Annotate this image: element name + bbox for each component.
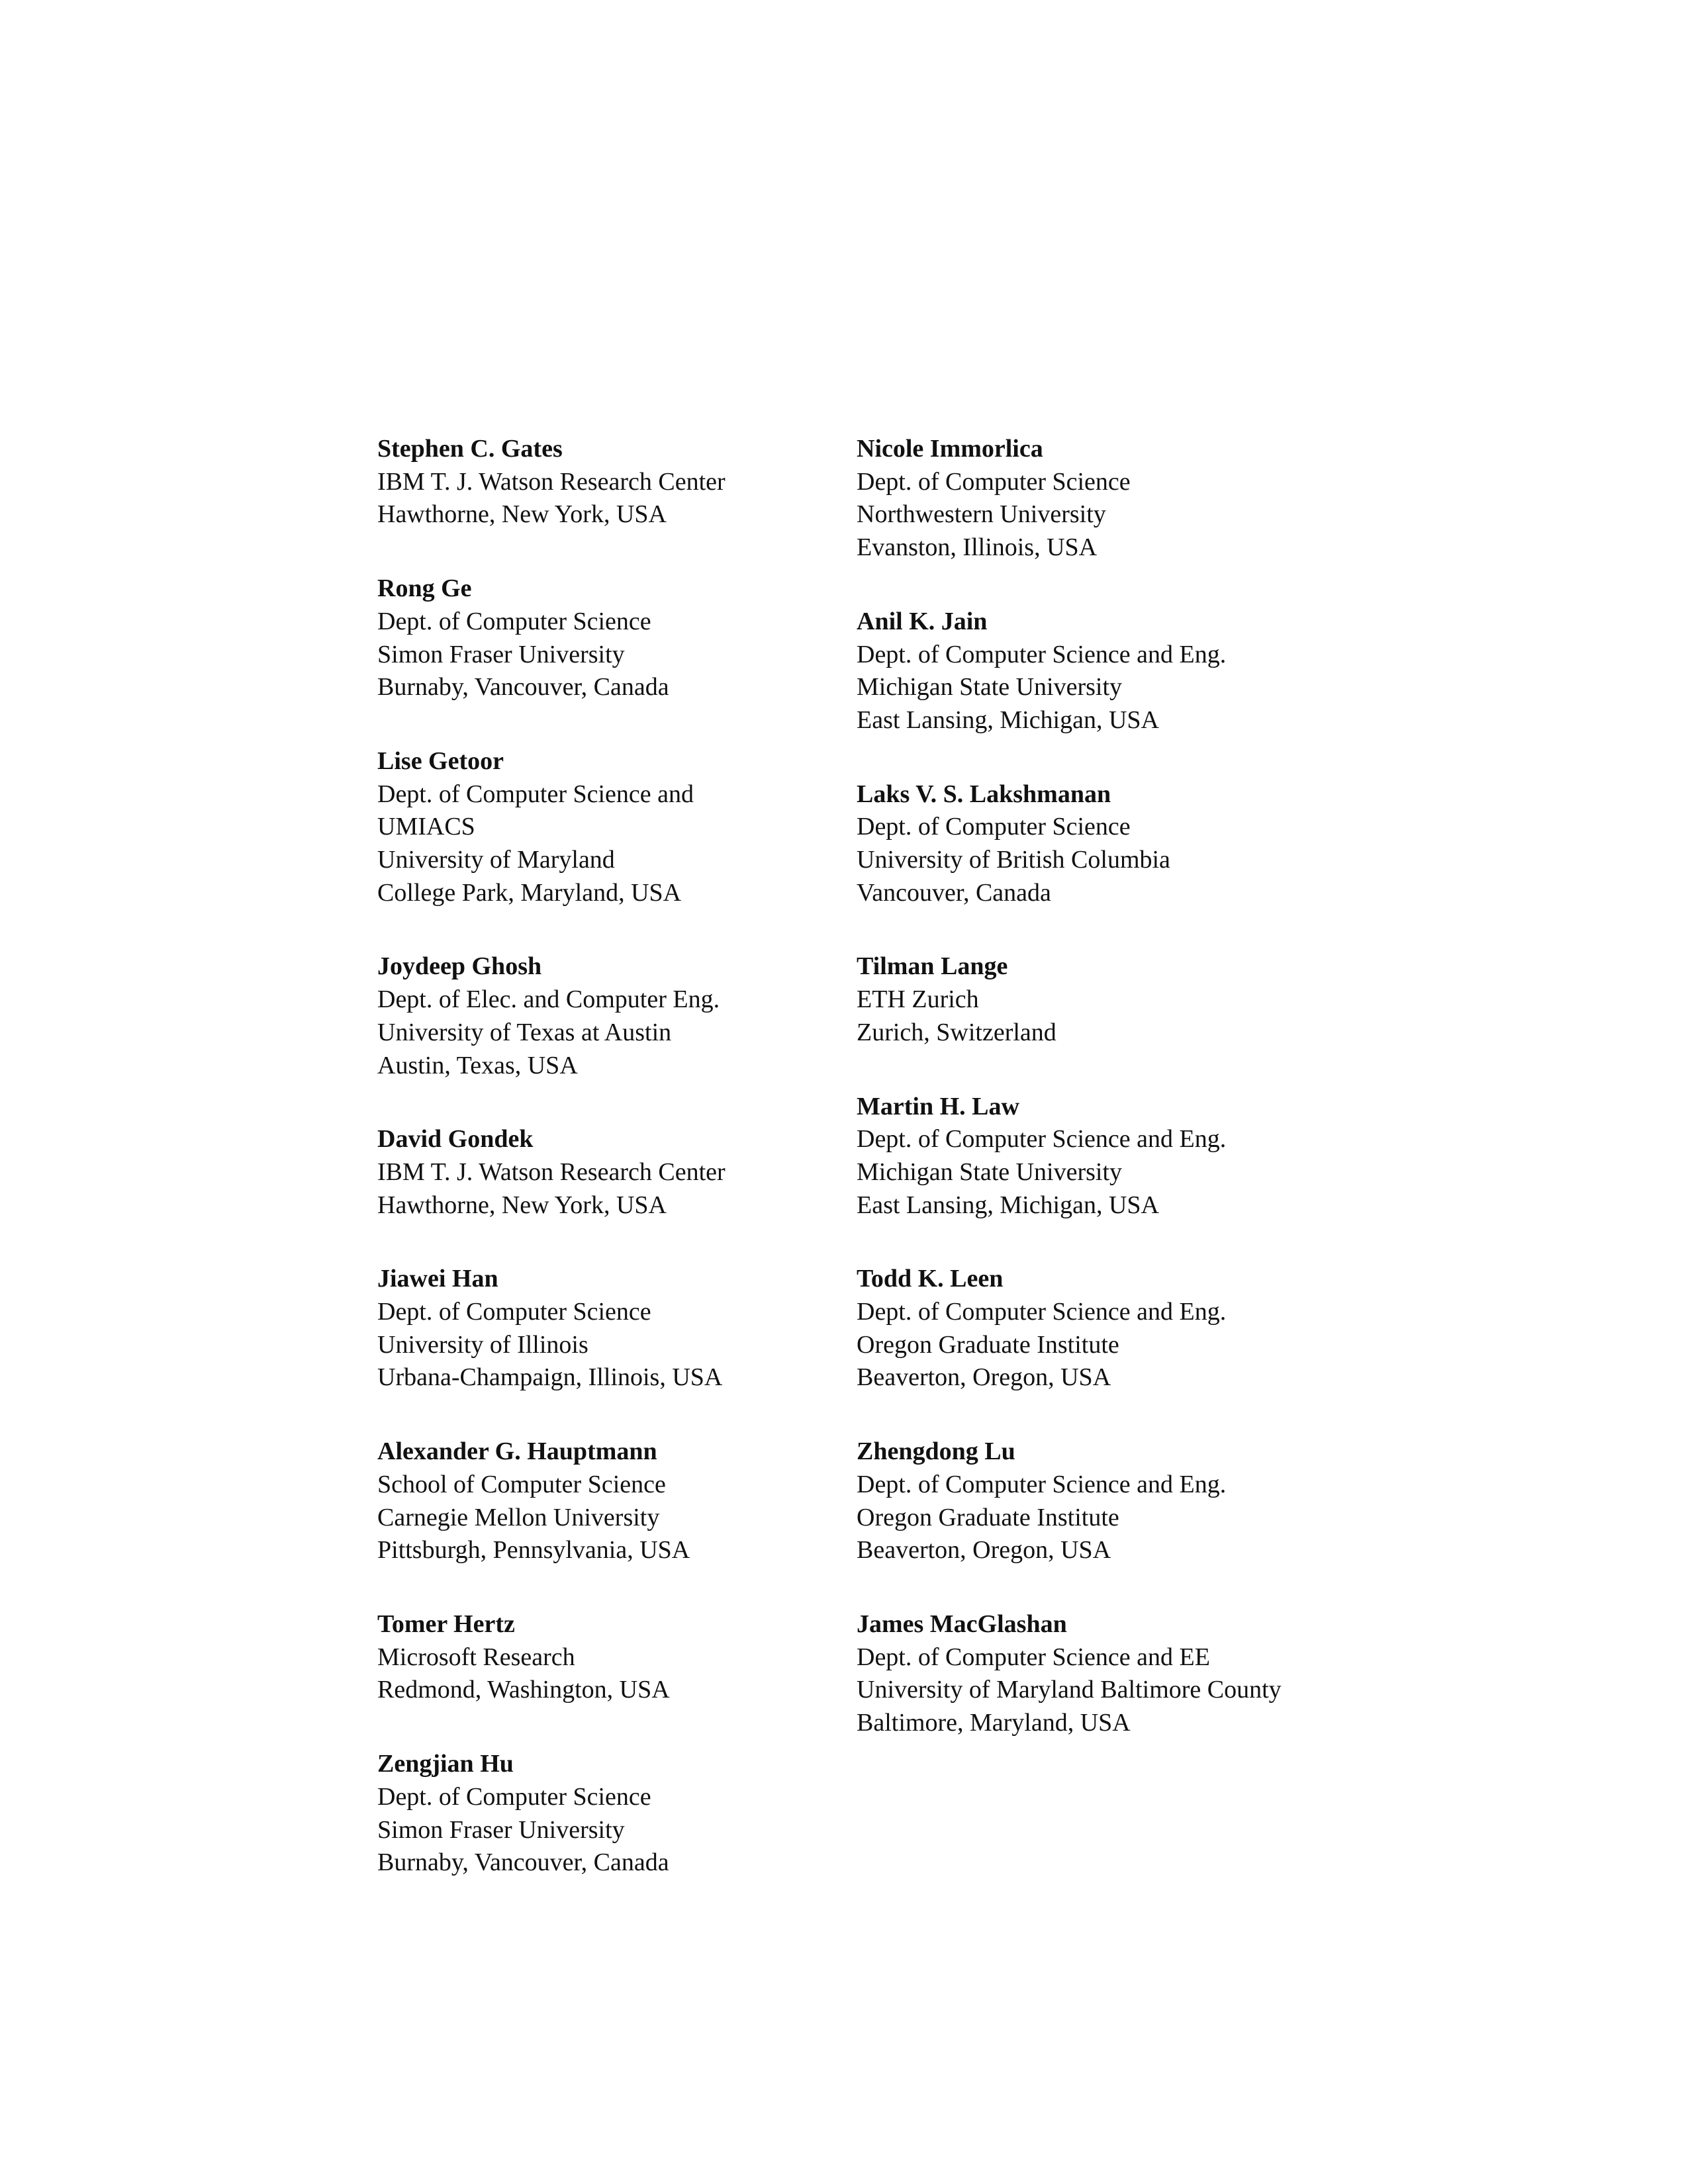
affiliation-line: Dept. of Computer Science [857, 813, 1131, 841]
affiliation-line: Simon Fraser University [377, 1815, 625, 1844]
affiliation-line: Hawthorne, New York, USA [377, 1191, 667, 1219]
contributor-name: Todd K. Leen [857, 1265, 1004, 1293]
affiliation-line: Zurich, Switzerland [857, 1018, 1056, 1046]
contributor-entry [377, 950, 880, 1082]
affiliation-line: Michigan State University [857, 673, 1123, 702]
contributor-name: Stephen C. Gates [377, 435, 563, 463]
affiliation-line: Vancouver, Canada [857, 878, 1051, 907]
affiliation-line: Oregon Graduate Institute [857, 1330, 1119, 1359]
affiliation-line: Baltimore, Maryland, USA [857, 1709, 1131, 1737]
contributor-entry [857, 1435, 1360, 1567]
contributor-entry [857, 1608, 1360, 1740]
affiliation-line: Dept. of Computer Science and [377, 780, 694, 808]
contributor-entry [857, 433, 1360, 565]
affiliation-line: Dept. of Computer Science [377, 1298, 651, 1326]
affiliation-line: Carnegie Mellon University [377, 1503, 660, 1531]
contributor-entry [857, 778, 1360, 910]
affiliation-line: East Lansing, Michigan, USA [857, 1191, 1160, 1219]
affiliation-line: Beaverton, Oregon, USA [857, 1363, 1111, 1392]
affiliation-line: University of British Columbia [857, 846, 1170, 874]
contributor-entry [857, 606, 1360, 737]
affiliation-line: Dept. of Computer Science and Eng. [857, 1470, 1227, 1498]
contributors-column-left [377, 433, 880, 1921]
affiliation-line: Dept. of Computer Science [377, 607, 651, 635]
affiliation-line: Evanston, Illinois, USA [857, 533, 1098, 562]
affiliation-line: Dept. of Elec. and Computer Eng. [377, 985, 720, 1014]
affiliation-line: University of Maryland [377, 846, 615, 874]
affiliation-line: University of Illinois [377, 1330, 588, 1359]
contributor-name: Laks V. S. Lakshmanan [857, 780, 1111, 808]
contributor-entry [377, 1123, 880, 1222]
affiliation-line: IBM T. J. Watson Research Center [377, 467, 726, 496]
contributor-name: Zhengdong Lu [857, 1437, 1015, 1466]
affiliation-line: Burnaby, Vancouver, Canada [377, 1848, 669, 1877]
contributor-entry [377, 1608, 880, 1707]
contributor-entry [377, 1435, 880, 1567]
contributor-entry [377, 1748, 880, 1880]
contributor-entry [857, 1091, 1360, 1222]
affiliation-line: UMIACS [377, 813, 475, 841]
contributors-column-right [857, 433, 1360, 1781]
affiliation-line: Burnaby, Vancouver, Canada [377, 673, 669, 702]
affiliation-line: Hawthorne, New York, USA [377, 500, 667, 529]
affiliation-line: University of Maryland Baltimore County [857, 1676, 1282, 1704]
contributor-name: David Gondek [377, 1125, 534, 1154]
contributor-name: Lise Getoor [377, 747, 504, 775]
contributor-entry [377, 572, 880, 704]
contributor-name: Tomer Hertz [377, 1610, 515, 1638]
contributor-name: Tilman Lange [857, 952, 1008, 981]
contributor-entry [857, 1263, 1360, 1394]
affiliation-line: Simon Fraser University [377, 640, 625, 668]
affiliation-line: Pittsburgh, Pennsylvania, USA [377, 1536, 690, 1565]
affiliation-line: Urbana-Champaign, Illinois, USA [377, 1363, 723, 1392]
affiliation-line: Microsoft Research [377, 1643, 575, 1671]
contributor-name: Joydeep Ghosh [377, 952, 542, 981]
affiliation-line: Austin, Texas, USA [377, 1051, 578, 1079]
contributor-name: James MacGlashan [857, 1610, 1067, 1638]
contributor-name: Rong Ge [377, 574, 472, 603]
affiliation-line: School of Computer Science [377, 1470, 666, 1498]
contributor-entry [377, 745, 880, 910]
contributor-name: Jiawei Han [377, 1265, 498, 1293]
affiliation-line: Dept. of Computer Science and Eng. [857, 640, 1227, 668]
contributor-entry [377, 1263, 880, 1394]
contributor-entry [857, 950, 1360, 1049]
affiliation-line: Oregon Graduate Institute [857, 1503, 1119, 1531]
affiliation-line: Dept. of Computer Science and Eng. [857, 1125, 1227, 1154]
affiliation-line: University of Texas at Austin [377, 1018, 672, 1046]
affiliation-line: Northwestern University [857, 500, 1106, 529]
affiliation-line: IBM T. J. Watson Research Center [377, 1158, 726, 1186]
affiliation-line: East Lansing, Michigan, USA [857, 705, 1160, 734]
contributor-name: Alexander G. Hauptmann [377, 1437, 657, 1466]
contributor-entry [377, 433, 880, 531]
affiliation-line: ETH Zurich [857, 985, 979, 1014]
contributor-name: Anil K. Jain [857, 607, 988, 635]
contributor-name: Martin H. Law [857, 1092, 1019, 1120]
contributor-name: Nicole Immorlica [857, 435, 1043, 463]
affiliation-line: Dept. of Computer Science and EE [857, 1643, 1210, 1671]
affiliation-line: Dept. of Computer Science and Eng. [857, 1298, 1227, 1326]
affiliation-line: Beaverton, Oregon, USA [857, 1536, 1111, 1565]
affiliation-line: Dept. of Computer Science [377, 1782, 651, 1811]
affiliation-line: Redmond, Washington, USA [377, 1676, 670, 1704]
affiliation-line: Michigan State University [857, 1158, 1123, 1186]
contributor-name: Zengjian Hu [377, 1750, 514, 1778]
affiliation-line: Dept. of Computer Science [857, 467, 1131, 496]
affiliation-line: College Park, Maryland, USA [377, 878, 682, 907]
